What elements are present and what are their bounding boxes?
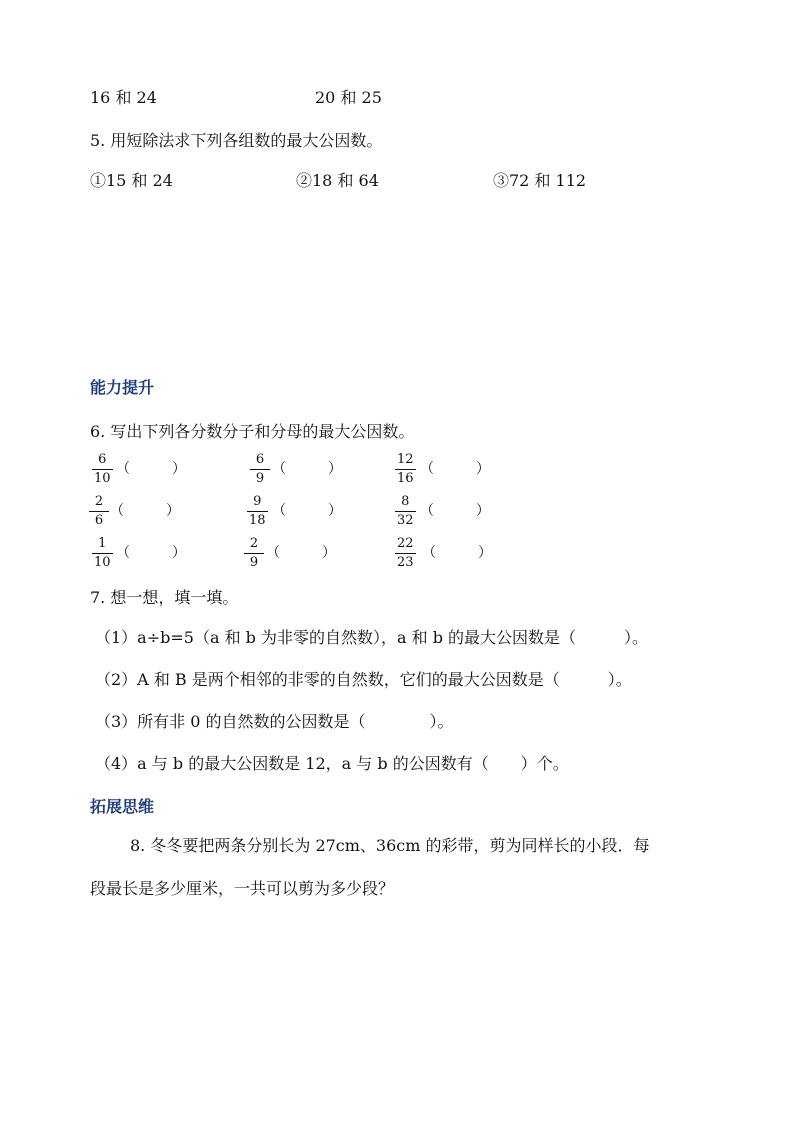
- fraction-denominator: 9: [255, 471, 265, 486]
- fraction-2-9: [244, 536, 264, 570]
- fraction-numerator: 12: [397, 452, 414, 467]
- fraction-bar: [92, 553, 113, 554]
- fraction-denominator: 6: [94, 513, 104, 528]
- question-7-item-2: （2）A 和 B 是两个相邻的非零的自然数，它们的最大公因数是（ ）。: [95, 670, 632, 689]
- answer-blank[interactable]: （ ）: [420, 461, 490, 477]
- fraction-denominator: 10: [94, 555, 111, 570]
- fraction-denominator: 10: [94, 471, 111, 486]
- fraction-bar: [244, 553, 264, 554]
- fraction-8-32: [395, 494, 416, 528]
- question-6-title: 6. 写出下列各分数分子和分母的最大公因数。: [90, 422, 415, 441]
- question-7-title: 7. 想一想，填一填。: [90, 588, 239, 607]
- section-heading-ability: 能力提升: [90, 378, 155, 397]
- answer-blank[interactable]: （ ）: [116, 461, 186, 477]
- fraction-bar: [247, 511, 268, 512]
- question-5-item-2: ②18 和 64: [296, 171, 379, 190]
- fraction-denominator: 9: [249, 555, 259, 570]
- fraction-numerator: 1: [98, 536, 107, 551]
- fraction-numerator: 9: [253, 494, 262, 509]
- question-7-item-3: （3）所有非 0 的自然数的公因数是（ ）。: [95, 712, 454, 731]
- fraction-numerator: 8: [401, 494, 410, 509]
- question-7-item-4: （4）a 与 b 的最大公因数是 12，a 与 b 的公因数有（ ）个。: [95, 754, 569, 773]
- fraction-numerator: 22: [397, 536, 414, 551]
- answer-blank[interactable]: （ ）: [266, 545, 336, 561]
- answer-blank[interactable]: （ ）: [272, 461, 342, 477]
- fraction-bar: [395, 469, 416, 470]
- answer-blank[interactable]: （ ）: [272, 503, 342, 519]
- fraction-bar: [395, 511, 416, 512]
- fraction-numerator: 2: [249, 536, 259, 551]
- fraction-6-10: [92, 452, 113, 486]
- fraction-22-23: [395, 536, 416, 570]
- question-8-line-2: 段最长是多少厘米，一共可以剪为多少段？: [90, 879, 395, 898]
- fraction-bar: [92, 469, 113, 470]
- fraction-bar: [395, 553, 416, 554]
- fraction-numerator: 6: [98, 452, 107, 467]
- fraction-1-10: [92, 536, 113, 570]
- question-5-item-1: ①15 和 24: [90, 171, 173, 190]
- fraction-12-16: [395, 452, 416, 486]
- fraction-bar: [250, 469, 270, 470]
- fraction-denominator: 18: [249, 513, 266, 528]
- fraction-6-9: [250, 452, 270, 486]
- fraction-2-6: [89, 494, 109, 528]
- fraction-bar: [89, 511, 109, 512]
- fraction-denominator: 23: [397, 555, 414, 570]
- question-5-title: 5. 用短除法求下列各组数的最大公因数。: [90, 131, 383, 150]
- fraction-9-18: [247, 494, 268, 528]
- fraction-numerator: 2: [94, 494, 104, 509]
- fraction-denominator: 32: [397, 513, 414, 528]
- answer-blank[interactable]: （ ）: [116, 545, 186, 561]
- pair-20-25: 20 和 25: [315, 88, 382, 107]
- answer-blank[interactable]: （ ）: [420, 503, 490, 519]
- question-8-line-1: 8. 冬冬要把两条分别长为 27cm、36cm 的彩带，剪为同样长的小段．每: [130, 836, 650, 855]
- section-heading-extend: 拓展思维: [90, 797, 155, 816]
- pair-16-24: 16 和 24: [90, 88, 157, 107]
- fraction-denominator: 16: [397, 471, 414, 486]
- question-5-item-3: ③72 和 112: [493, 171, 587, 190]
- answer-blank[interactable]: （ ）: [422, 545, 492, 561]
- answer-blank[interactable]: （ ）: [110, 503, 180, 519]
- question-7-item-1: （1）a÷b=5（a 和 b 为非零的自然数），a 和 b 的最大公因数是（ ）。: [95, 628, 649, 647]
- fraction-numerator: 6: [255, 452, 265, 467]
